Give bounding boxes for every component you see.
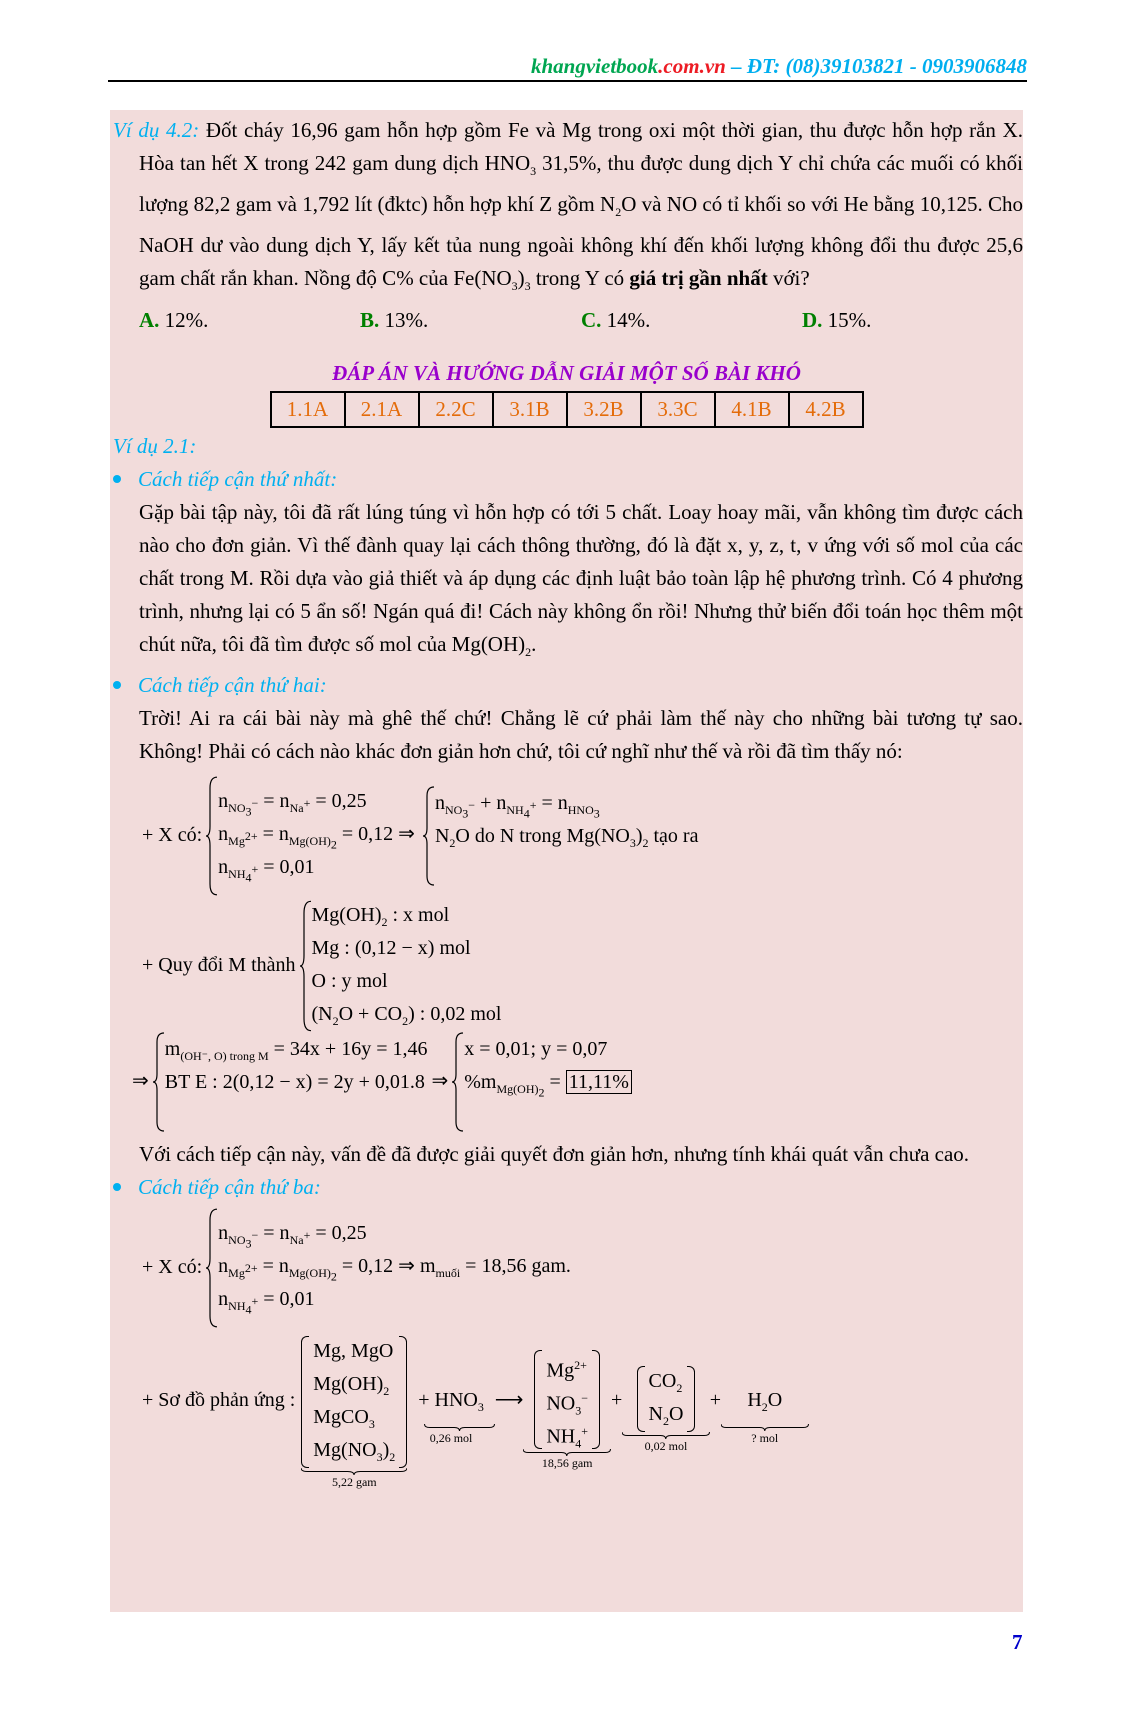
answer-cell: 1.1A <box>271 392 345 427</box>
answer-cell: 4.2B <box>789 392 863 427</box>
reaction-scheme: + Sơ đồ phản ứng : Mg, MgO $Mg(OH)_2$ MgCO$_3$ $Mg(NO_3)_2$ 5,22 gam + $HNO_3$ 0,26 mol ⟶ $Mg^{2+}$ $NO_3^-$ $NH_4^+$ 18,56 gam + $CO_2$ $N_2O$ 0,02 mol + $H_2O$ ? mol <box>110 1336 1023 1489</box>
equation-x-co-3: + X có: $n_{NO_3^-} = n_{Na^+} = 0,25$ $n_{Mg^{2+}} = n_{Mg(OH)_2} = 0,12$ ⇒ $m_{muối} = 18,56$ gam. $n_{NH_4^+} = 0,01$ <box>110 1208 1023 1328</box>
header-site <box>531 54 1027 79</box>
header-rule <box>108 80 1027 82</box>
approach-1-text: Gặp bài tập này, tôi đã rất lúng túng vì hỗn hợp có tới 5 chất. Loay hoay mãi, vẫn không tìm được cách nào cho đơn giản. Vì thế đành quay lại cách thông thường, đó là đặt x, y, z, t, v ứng với số mol của các chất trong M. Rồi dựa vào giả thiết và áp dụng các định luật bảo toàn lập hệ phương trình. Có 4 phương trình, nhưng lại có 5 ẩn số! Ngán quá đi! Cách này không ổn rồi! Nhưng thử biến đổi toán học thêm một chút nữa, tôi đã tìm được số mol của $Mg(OH)_2$. <box>139 499 1023 659</box>
problem-label: Ví dụ 4.2: <box>113 118 200 142</box>
brace-icon <box>452 1032 464 1132</box>
underbrace-icon <box>721 1424 809 1431</box>
page-number: 7 <box>1012 1630 1023 1654</box>
underbrace-icon <box>622 1432 710 1439</box>
emphasis: giá trị gần nhất <box>629 266 768 291</box>
problem-text: Ví dụ 4.2: Đốt cháy 16,96 gam hỗn hợp gồm Fe và Mg trong oxi một thời gian, thu được hỗn hợp rắn X. Hòa tan hết X trong 242 gam dung dịch $HNO_3$ 31,5%, thu được dung dịch Y chỉ chứa các muối có khối lượng 82,2 gam và 1,792 lít (đktc) hỗn hợp khí Z gồm $N_2O$ và NO có tỉ khối so với He bằng 10,125. Cho NaOH dư vào dung dịch Y, lấy kết tủa nung ngoài không khí đến khối lượng không đổi thu được 25,6 gam chất rắn khan. Nồng độ C% của $Fe(NO_3)_3$ trong Y có giá trị gần nhất với? <box>113 118 1024 294</box>
header-contact: – ĐT: (08)39103821 - 0903906848 <box>725 54 1027 78</box>
bullet-icon <box>113 475 121 483</box>
example-label: Ví dụ 2.1: <box>113 433 197 458</box>
answer-cell: 2.1A <box>345 392 419 427</box>
answer-cell: 4.1B <box>715 392 789 427</box>
brace-icon <box>206 1208 218 1328</box>
brace-icon <box>153 1032 165 1132</box>
option-a: A. 12%. <box>139 307 209 332</box>
answer-cell: 2.2C <box>419 392 493 427</box>
option-c: C. 14%. <box>581 307 651 332</box>
brace-icon <box>423 786 435 886</box>
answer-cell: 3.3C <box>641 392 715 427</box>
option-b: B. 13%. <box>360 307 429 332</box>
site-domain: .com.vn <box>658 54 726 78</box>
approach-2-conclusion: Với cách tiếp cận này, vấn đề đã được giải quyết đơn giản hơn, nhưng tính khái quát vẫn chưa cao. <box>139 1141 970 1166</box>
equation-quy-doi: + Quy đổi M thành $Mg(OH)_2$ : x mol Mg : (0,12 − x) mol O : y mol $(N_2O + CO_2)$ : 0,02 mol <box>110 900 1023 1032</box>
brace-icon <box>300 900 312 1032</box>
underbrace-icon <box>523 1449 611 1456</box>
answer-options <box>110 304 1023 337</box>
approach-2-heading: Cách tiếp cận thứ hai: <box>110 669 1023 702</box>
answer-cell: 3.1B <box>493 392 567 427</box>
bullet-icon <box>113 681 121 689</box>
answer-table <box>270 391 864 428</box>
approach-1-heading: Cách tiếp cận thứ nhất: <box>110 463 1023 496</box>
option-d: D. 15%. <box>802 307 872 332</box>
site-name: khangvietbook <box>531 54 659 78</box>
underbrace-icon <box>301 1468 407 1475</box>
underbrace-icon <box>407 1424 495 1431</box>
answers-title: ĐÁP ÁN VÀ HƯỚNG DẪN GIẢI MỘT SỐ BÀI KHÓ <box>332 360 801 385</box>
brace-icon <box>206 776 218 896</box>
approach-2-text: Trời! Ai ra cái bài này mà ghê thế chứ! Chẳng lẽ cứ phải làm thế này cho những bài tương tự sao. Không! Phải có cách nào khác đơn giản hơn chứ, tôi cứ nghĩ như thế và rồi đã tìm thấy nó: <box>139 705 1023 763</box>
answer-cell: 3.2B <box>567 392 641 427</box>
equation-solve: ⇒ $m_{(OH^-, O) trong M} = 34x + 16y = 1,46$ BT E : 2(0,12 − x) = 2y + 0,01.8 ⇒ x = 0,01; y = 0,07 $\%m_{Mg(OH)_2} = 11,11\%$ <box>110 1032 1023 1132</box>
bullet-icon <box>113 1183 121 1191</box>
equation-x-co: + X có: $n_{NO_3^-} = n_{Na^+} = 0,25$ $n_{Mg^{2+}} = n_{Mg(OH)_2} = 0,12$ ⇒ $n_{NH_4^+} = 0,01$ $n_{NO_3^-} + n_{NH_4^+} = n_{HNO_3}$ $N_2O$ do N trong $Mg(NO_3)_2$ tạo ra <box>110 776 1023 896</box>
approach-3-heading: Cách tiếp cận thứ ba: <box>110 1171 1023 1204</box>
result-box: 11,11% <box>566 1070 632 1094</box>
content-box <box>110 110 1023 1612</box>
